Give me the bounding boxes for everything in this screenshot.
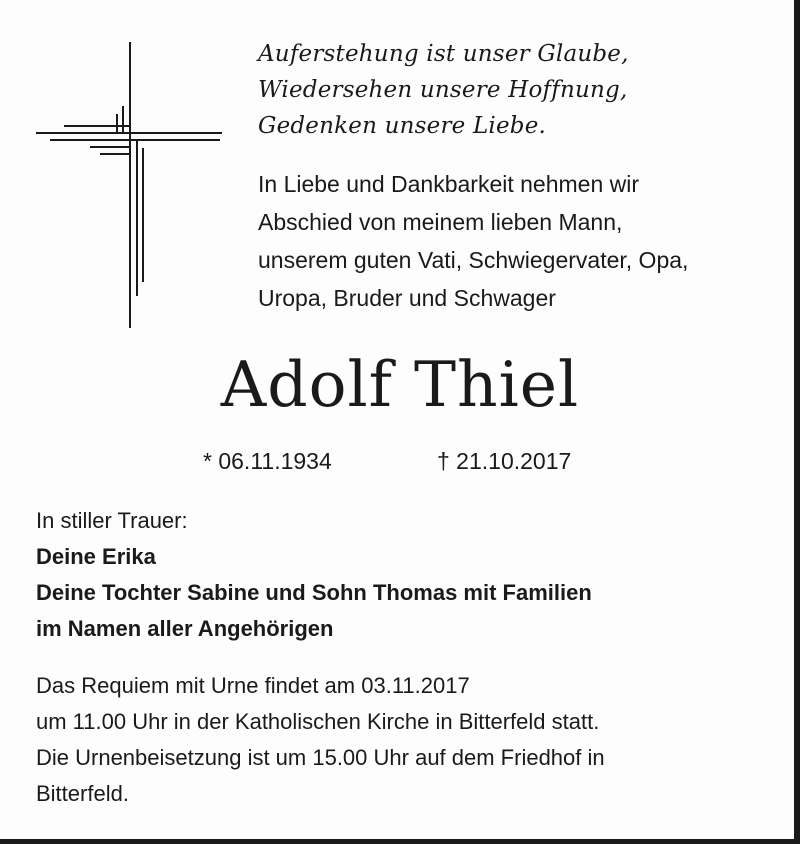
farewell-text xyxy=(258,165,778,317)
mourners-section xyxy=(36,503,592,647)
mourner-line: im Namen aller Angehörigen xyxy=(36,616,334,641)
motto-line: Gedenken unsere Liebe. xyxy=(258,113,547,139)
farewell-line: Uropa, Bruder und Schwager xyxy=(258,285,556,311)
motto-line: Wiedersehen unsere Hoffnung, xyxy=(258,77,628,103)
farewell-line: unserem guten Vati, Schwiegervater, Opa, xyxy=(258,247,689,273)
service-info xyxy=(36,668,605,812)
farewell-line: Abschied von meinem lieben Mann, xyxy=(258,209,623,235)
motto-verse xyxy=(258,36,629,144)
bottom-border xyxy=(0,839,800,844)
farewell-line: In Liebe und Dankbarkeit nehmen wir xyxy=(258,171,640,197)
deceased-name: Adolf Thiel xyxy=(220,348,580,421)
mourner-line: Deine Tochter Sabine und Sohn Thomas mit Familien xyxy=(36,580,592,605)
right-border xyxy=(794,0,800,844)
service-line: Bitterfeld. xyxy=(36,781,129,806)
mourner-line: Deine Erika xyxy=(36,544,156,569)
motto-line: Auferstehung ist unser Glaube, xyxy=(258,41,629,67)
cross-icon xyxy=(30,36,230,336)
service-line: Das Requiem mit Urne findet am 03.11.2017 xyxy=(36,673,470,698)
birth-date: * 06.11.1934 xyxy=(203,448,332,474)
death-date: † 21.10.2017 xyxy=(437,448,572,474)
service-line: um 11.00 Uhr in der Katholischen Kirche in Bitterfeld statt. xyxy=(36,709,600,734)
service-line: Die Urnenbeisetzung ist um 15.00 Uhr auf dem Friedhof in xyxy=(36,745,605,770)
mourners-label: In stiller Trauer: xyxy=(36,508,188,533)
